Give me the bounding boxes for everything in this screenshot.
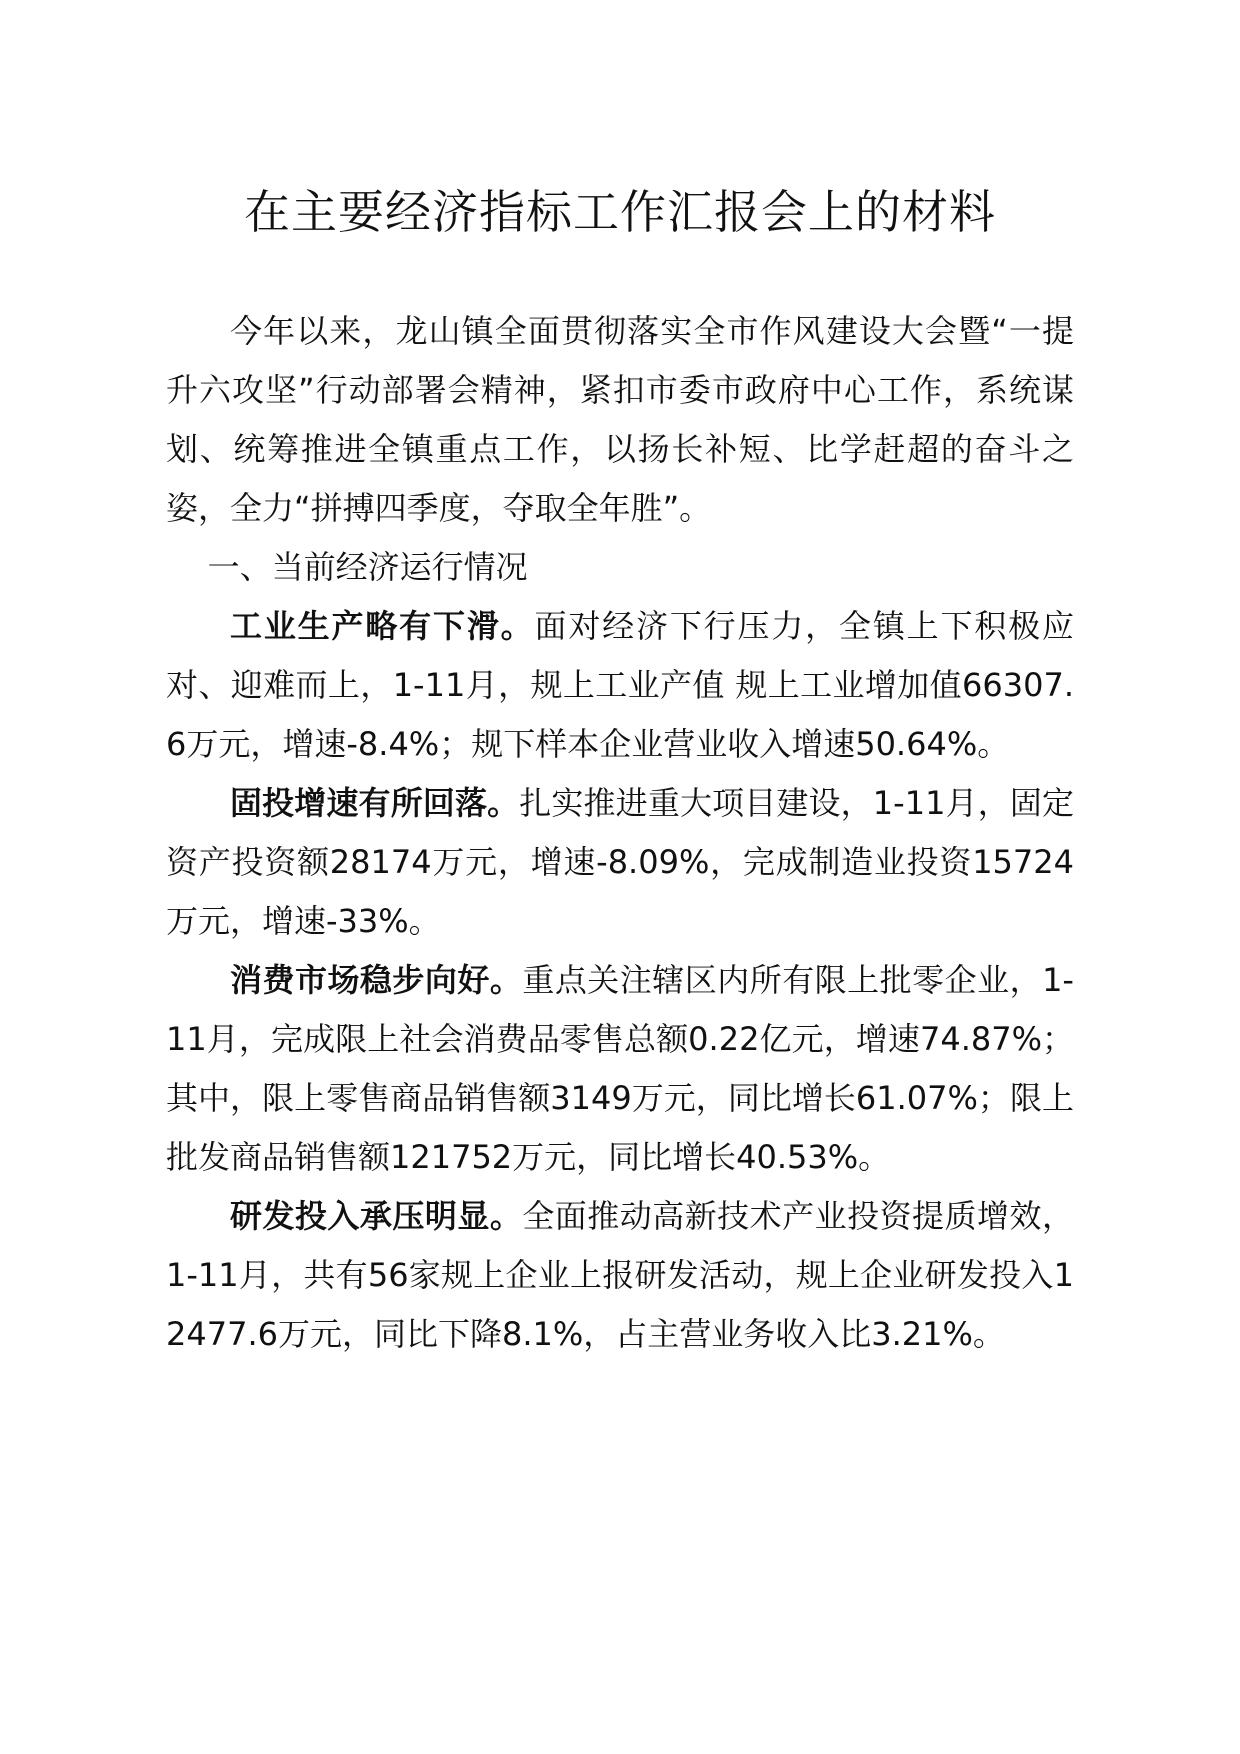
paragraph-text: 全面推动高新技术产业投资提质增效，1-11月，共有56家规上企业上报研发活动，规上企业研发投入12477.6万元，同比下降8.1%，占主营业务收入比3.21%。 xyxy=(166,1197,1074,1353)
paragraph-lead: 消费市场稳步向好。 xyxy=(230,961,523,999)
document-title: 在主要经济指标工作汇报会上的材料 xyxy=(244,185,996,239)
paragraph-investment xyxy=(166,774,1074,951)
paragraph-lead: 固投增速有所回落。 xyxy=(230,784,520,822)
paragraph-text: 面对经济下行压力，全镇上下积极应对、迎难而上，1-11月，规上工业产值 规上工业增加值66307.6万元，增速-8.4%；规下样本企业营业收入增速50.64%。 xyxy=(166,607,1074,763)
document-body xyxy=(166,302,1074,1364)
section-heading: 一、当前经济运行情况 xyxy=(207,548,528,586)
paragraph-lead: 工业生产略有下滑。 xyxy=(230,607,535,645)
paragraph-industry xyxy=(166,597,1074,774)
paragraph-lead: 研发投入承压明显。 xyxy=(230,1197,523,1235)
paragraph-rd xyxy=(166,1187,1074,1364)
intro-paragraph: 今年以来，龙山镇全面贯彻落实全市作风建设大会暨“一提升六攻坚”行动部署会精神，紧扣市委市政府中心工作，系统谋划、统筹推进全镇重点工作，以扬长补短、比学赶超的奋斗之姿，全力“拼搏四季度，夺取全年胜”。 xyxy=(166,312,1074,527)
paragraph-text: 重点关注辖区内所有限上批零企业，1-11月，完成限上社会消费品零售总额0.22亿元，增速74.87%；其中，限上零售商品销售额3149万元，同比增长61.07%；限上批发商品销售额121752万元，同比增长40.53%。 xyxy=(166,961,1074,1176)
paragraph-text: 扎实推进重大项目建设，1-11月，固定资产投资额28174万元，增速-8.09%，完成制造业投资15724万元，增速-33%。 xyxy=(166,784,1074,940)
paragraph-consumption xyxy=(166,951,1074,1187)
